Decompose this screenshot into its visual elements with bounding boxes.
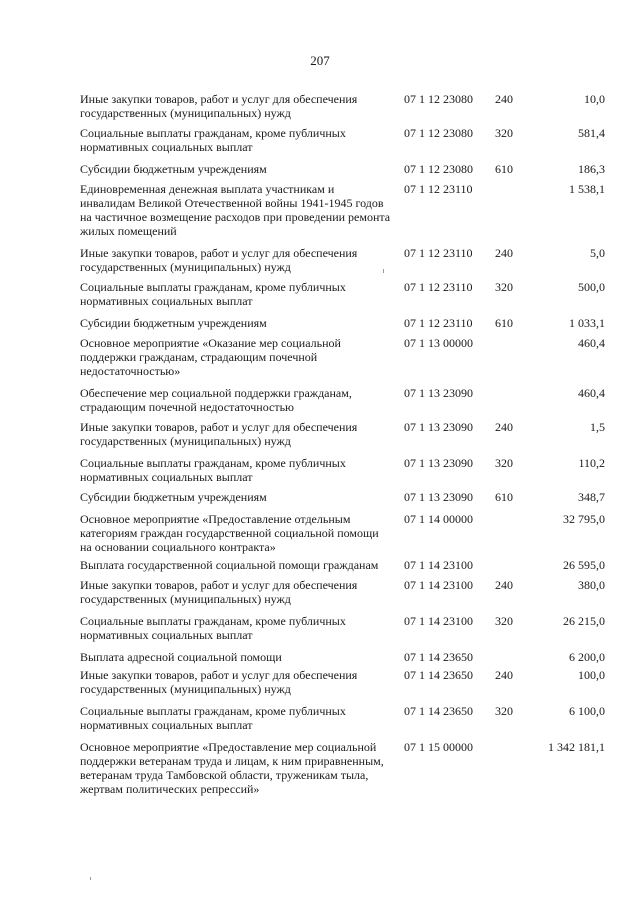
table-row <box>80 512 605 554</box>
row-name: Социальные выплаты гражданам, кроме публичных нормативных социальных выплат <box>80 126 346 154</box>
row-code: 07 1 15 00000 <box>404 740 473 754</box>
table-row <box>80 740 605 796</box>
row-code: 07 1 13 23090 <box>404 456 473 470</box>
page-number: 207 <box>310 53 330 68</box>
row-name: Социальные выплаты гражданам, кроме публичных нормативных социальных выплат <box>80 614 346 642</box>
row-amount: 10,0 <box>584 92 605 106</box>
row-amount: 6 100,0 <box>569 704 605 718</box>
table-row <box>80 182 605 238</box>
row-amount: 500,0 <box>578 280 605 294</box>
table-row <box>80 490 605 504</box>
row-amount: 581,4 <box>578 126 605 140</box>
row-code: 07 1 14 23100 <box>404 578 473 592</box>
row-type: 240 <box>495 668 513 682</box>
row-type: 610 <box>495 162 513 176</box>
row-code: 07 1 14 00000 <box>404 512 473 526</box>
row-type: 240 <box>495 92 513 106</box>
row-name: Основное мероприятие «Предоставление отдельным категориям граждан государственной социальной помощи на основании социального контракта» <box>80 512 379 554</box>
table-row <box>80 578 605 606</box>
row-name: Иные закупки товаров, работ и услуг для обеспечения государственных (муниципальных) нужд <box>80 668 358 696</box>
row-name: Иные закупки товаров, работ и услуг для обеспечения государственных (муниципальных) нужд <box>80 92 358 120</box>
row-code: 07 1 14 23100 <box>404 614 473 628</box>
table-row <box>80 162 605 176</box>
row-name: Основное мероприятие «Предоставление мер социальной поддержки ветеранам труда и лицам, к ним приравненным, ветеранам труда Тамбовской области, труженикам тыла, жертвам политических репрессий» <box>80 740 384 796</box>
row-name: Основное мероприятие «Оказание мер социальной поддержки гражданам, страдающим почечной недостаточностью» <box>80 336 341 378</box>
row-code: 07 1 12 23110 <box>404 280 473 294</box>
row-amount: 26 215,0 <box>563 614 605 628</box>
row-amount: 1 538,1 <box>569 182 605 196</box>
row-code: 07 1 14 23650 <box>404 668 473 682</box>
table-row <box>80 246 605 274</box>
table-row <box>80 614 605 642</box>
row-name: Выплата государственной социальной помощи гражданам <box>80 558 379 572</box>
row-name: Единовременная денежная выплата участникам и инвалидам Великой Отечественной войны 1941-1945 годов на частичное возмещение расходов при проведении ремонта жилых помещений <box>80 182 391 238</box>
row-type: 240 <box>495 578 513 592</box>
row-amount: 26 595,0 <box>563 558 605 572</box>
table-row <box>80 420 605 448</box>
row-code: 07 1 12 23110 <box>404 316 473 330</box>
row-amount: 380,0 <box>578 578 605 592</box>
table-row <box>80 280 605 308</box>
row-amount: 1 033,1 <box>569 316 605 330</box>
row-amount: 348,7 <box>578 490 605 504</box>
row-amount: 5,0 <box>590 246 605 260</box>
row-code: 07 1 13 23090 <box>404 490 473 504</box>
row-type: 320 <box>495 126 513 140</box>
row-name: Обеспечение мер социальной поддержки гражданам, страдающим почечной недостаточностью <box>80 386 352 414</box>
row-code: 07 1 13 00000 <box>404 336 473 350</box>
row-amount: 32 795,0 <box>563 512 605 526</box>
row-code: 07 1 12 23080 <box>404 126 473 140</box>
row-name: Иные закупки товаров, работ и услуг для обеспечения государственных (муниципальных) нужд <box>80 420 358 448</box>
row-amount: 1 342 181,1 <box>548 740 605 754</box>
row-name: Социальные выплаты гражданам, кроме публичных нормативных социальных выплат <box>80 704 346 732</box>
row-amount: 100,0 <box>578 668 605 682</box>
table-row <box>80 456 605 484</box>
row-name: Выплата адресной социальной помощи <box>80 650 282 664</box>
row-amount: 186,3 <box>578 162 605 176</box>
row-name: Социальные выплаты гражданам, кроме публичных нормативных социальных выплат <box>80 456 346 484</box>
row-code: 07 1 12 23080 <box>404 92 473 106</box>
row-code: 07 1 14 23650 <box>404 704 473 718</box>
table-row <box>80 336 605 378</box>
row-amount: 460,4 <box>578 386 605 400</box>
row-type: 240 <box>495 420 513 434</box>
row-type: 320 <box>495 280 513 294</box>
row-name: Иные закупки товаров, работ и услуг для обеспечения государственных (муниципальных) нужд <box>80 578 358 606</box>
row-code: 07 1 13 23090 <box>404 420 473 434</box>
row-name: Социальные выплаты гражданам, кроме публичных нормативных социальных выплат <box>80 280 346 308</box>
row-type: 610 <box>495 490 513 504</box>
table-row <box>80 386 605 414</box>
scan-mark <box>90 877 91 880</box>
row-code: 07 1 14 23650 <box>404 650 473 664</box>
table-row <box>80 316 605 330</box>
row-code: 07 1 13 23090 <box>404 386 473 400</box>
row-code: 07 1 12 23110 <box>404 246 473 260</box>
table-row <box>80 558 605 572</box>
row-name: Субсидии бюджетным учреждениям <box>80 162 267 176</box>
row-name: Иные закупки товаров, работ и услуг для обеспечения государственных (муниципальных) нужд <box>80 246 358 274</box>
table-row <box>80 704 605 732</box>
table-row <box>80 650 605 664</box>
row-amount: 1,5 <box>590 420 605 434</box>
row-name: Субсидии бюджетным учреждениям <box>80 490 267 504</box>
row-code: 07 1 14 23100 <box>404 558 473 572</box>
row-amount: 110,2 <box>578 456 605 470</box>
row-amount: 460,4 <box>578 336 605 350</box>
table-row <box>80 668 605 696</box>
row-type: 610 <box>495 316 513 330</box>
row-type: 240 <box>495 246 513 260</box>
table-row <box>80 92 605 120</box>
row-type: 320 <box>495 456 513 470</box>
row-code: 07 1 12 23110 <box>404 182 473 196</box>
row-type: 320 <box>495 704 513 718</box>
row-type: 320 <box>495 614 513 628</box>
budget-table <box>80 92 605 796</box>
row-code: 07 1 12 23080 <box>404 162 473 176</box>
row-amount: 6 200,0 <box>569 650 605 664</box>
row-name: Субсидии бюджетным учреждениям <box>80 316 267 330</box>
table-row <box>80 126 605 154</box>
scan-mark <box>383 269 384 273</box>
